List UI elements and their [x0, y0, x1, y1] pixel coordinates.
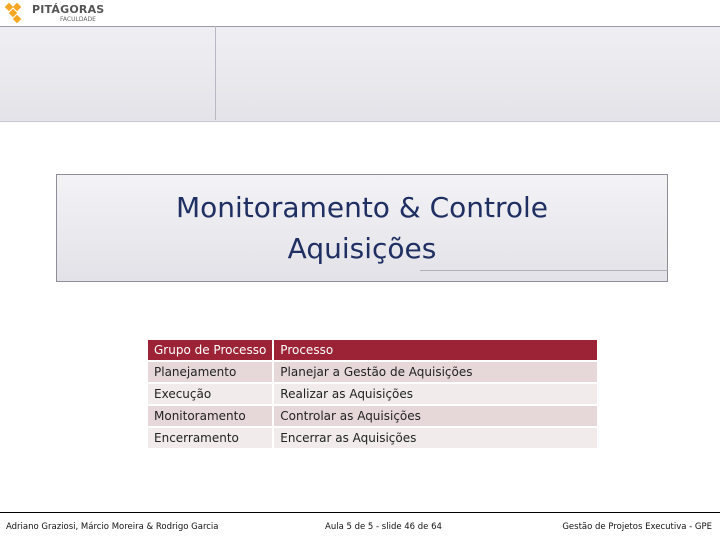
cell-process: Planejar a Gestão de Aquisições: [274, 362, 597, 382]
title-box: [56, 174, 668, 282]
pitagoras-diamond-logo-icon: [4, 2, 28, 24]
slide-title-line2: Aquisições: [287, 232, 437, 265]
cell-process-group: Execução: [148, 384, 272, 404]
logo-name: PITÁGORAS: [32, 3, 105, 16]
table-header-row: [148, 340, 597, 360]
footer-divider: [0, 512, 720, 513]
cell-process: Realizar as Aquisições: [274, 384, 597, 404]
footer-course: Gestão de Projetos Executiva - GPE: [562, 522, 712, 532]
process-table: [146, 338, 599, 450]
cell-process-group: Monitoramento: [148, 406, 272, 426]
table-row: [148, 428, 597, 448]
footer-slide-info: Aula 5 de 5 - slide 46 de 64: [325, 522, 442, 532]
cell-process-group: Planejamento: [148, 362, 272, 382]
header-divider: [215, 26, 216, 120]
title-underline: [420, 270, 668, 271]
logo-subtitle: FACULDADE: [60, 16, 96, 23]
slide-title-line1: Monitoramento & Controle: [175, 191, 549, 224]
footer-authors: Adriano Graziosi, Márcio Moreira & Rodrigo Garcia: [6, 522, 219, 532]
table-row: [148, 384, 597, 404]
cell-process: Encerrar as Aquisições: [274, 428, 597, 448]
header-process: Processo: [274, 340, 597, 360]
faculty-logo: [4, 2, 114, 24]
cell-process: Controlar as Aquisições: [274, 406, 597, 426]
table-row: [148, 362, 597, 382]
cell-process-group: Encerramento: [148, 428, 272, 448]
header-process-group: Grupo de Processo: [148, 340, 272, 360]
table-row: [148, 406, 597, 426]
header-band: [0, 26, 720, 122]
